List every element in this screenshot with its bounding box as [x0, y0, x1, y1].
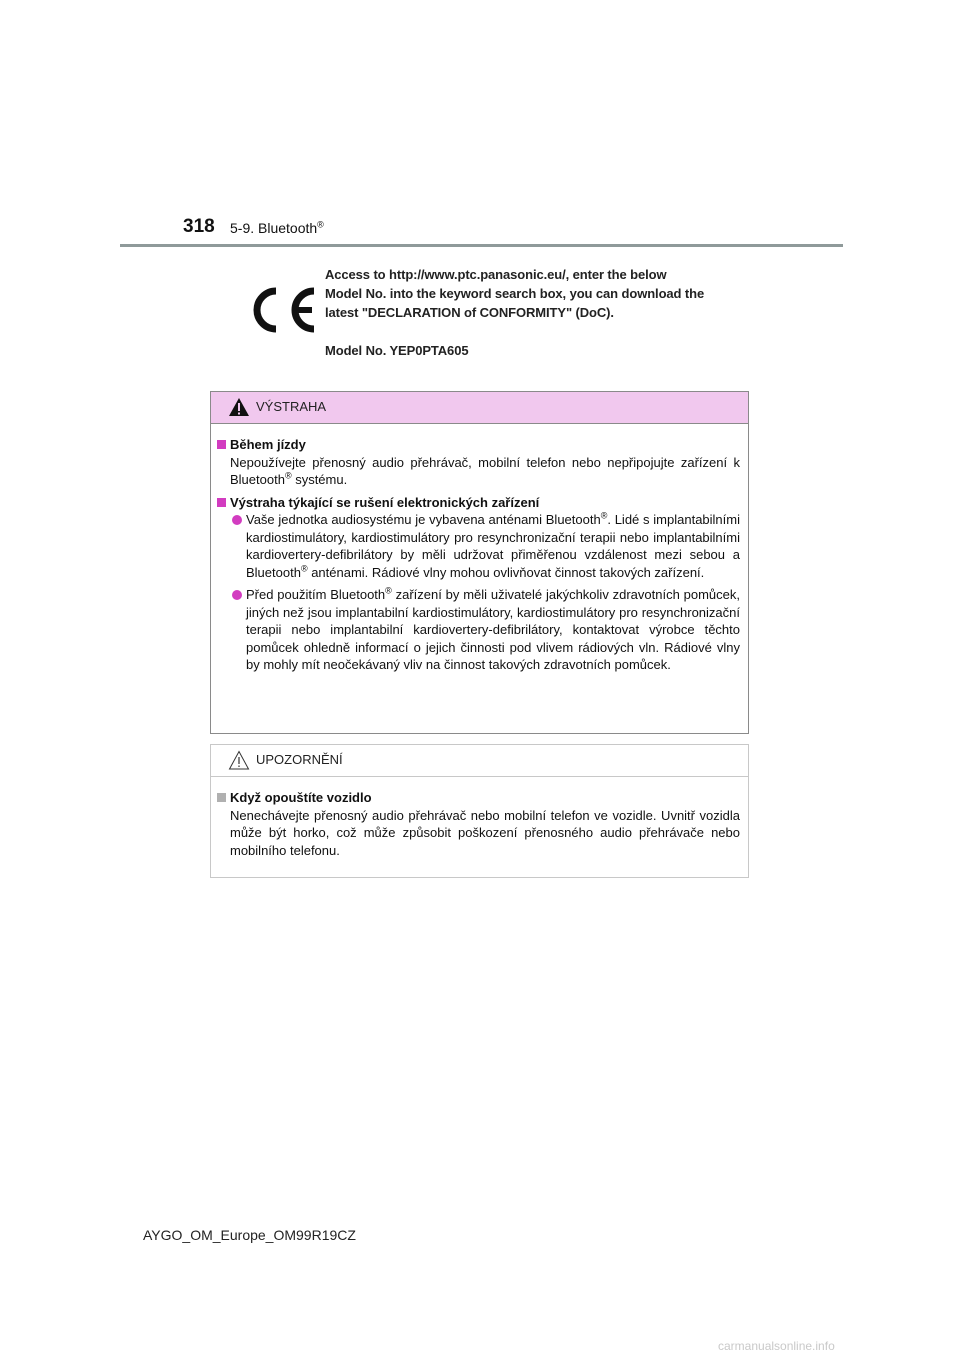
page-header: [183, 214, 843, 248]
section-title: [230, 220, 324, 236]
subheading-text: Během jízdy: [230, 437, 306, 452]
ce-notice-line: Access to http://www.ptc.panasonic.eu/, enter the below: [325, 267, 667, 282]
registered-mark: ®: [600, 510, 608, 521]
square-marker-icon: [217, 793, 226, 802]
ce-notice: [240, 265, 760, 358]
ce-logo: [246, 285, 326, 335]
header-rule: [120, 244, 843, 247]
paragraph-text: systému.: [291, 472, 348, 487]
bullet-text: Vaše jednotka audiosystému je vybavena anténami Bluetooth: [246, 512, 601, 527]
warning-body: [211, 424, 748, 674]
bullet-item: [216, 586, 740, 674]
warning-box: [210, 391, 749, 734]
caution-body: [211, 777, 748, 859]
bullet-text: zařízení by měli uživatelé jakýchkoliv zdravotních pomůcek, jiných než jsou implantabilní kardiostimulátory, kardiostimulátory pro resynchronizační terapii nebo implantabilní kardiovertery-defibrilátory, kontaktovat výrobce těchto pomůcek ohledně informací o jejich činnosti pod vlivem rádiových vln. Rádiové vlny by mohly mít neočekávaný vliv na činnost takových zdravotních pomůcek.: [246, 587, 740, 672]
warning-title: VÝSTRAHA: [256, 399, 327, 414]
registered-mark: ®: [300, 563, 308, 574]
page-number: 318: [183, 216, 215, 237]
footer-doc-id: AYGO_OM_Europe_OM99R19CZ: [143, 1227, 356, 1243]
square-marker-icon: [217, 440, 226, 449]
registered-mark: ®: [385, 585, 392, 596]
paragraph: Nenechávejte přenosný audio přehrávač nebo mobilní telefon ve vozidle. Uvnitř vozidla může být horko, což může způsobit poškození přenosného audio přehrávače nebo mobilního telefonu.: [230, 807, 740, 858]
bullet-dot-icon: [232, 590, 242, 600]
bullet-item: [216, 511, 740, 581]
warning-triangle-icon: [228, 397, 250, 417]
paragraph-text: Nepoužívejte přenosný audio přehrávač, mobilní telefon nebo nepřipojujte zařízení k Bluetooth: [230, 454, 740, 487]
registered-mark: ®: [284, 470, 292, 481]
bullet-dot-icon: [232, 515, 242, 525]
watermark: carmanualsonline.info: [718, 1339, 835, 1353]
model-number: Model No. YEP0PTA605: [325, 343, 469, 358]
subheading-interference: [216, 494, 740, 512]
subheading-text: Výstraha týkající se rušení elektronických zařízení: [230, 494, 540, 510]
subheading-driving: [216, 436, 740, 454]
paragraph: [216, 454, 740, 489]
ce-notice-text: [325, 265, 704, 360]
bullet-text: anténami. Rádiové vlny mohou ovlivňovat činnost takových zařízení.: [307, 564, 705, 580]
caution-title: UPOZORNĚNÍ: [256, 752, 343, 767]
subheading-text: Když opouštíte vozidlo: [230, 790, 372, 805]
ce-notice-line: latest "DECLARATION of CONFORMITY" (DoC).: [325, 305, 614, 320]
section-title-text: 5-9. Bluetooth: [230, 220, 318, 236]
bullet-text: . Lidé s implantabilními kardiostimulátory, kardiostimulátory pro resynchronizační terapii nebo implantabilními kardiovertery-defibrilátory by měli udržovat přiměřenou vzdálenost mezi sebou a Bluetooth: [246, 512, 740, 580]
caution-box: [210, 744, 749, 878]
caution-triangle-icon: [228, 750, 250, 770]
caution-header: [211, 745, 748, 777]
registered-mark: ®: [317, 219, 324, 230]
ce-notice-line: Model No. into the keyword search box, you can download the: [325, 286, 705, 301]
square-marker-icon: [217, 498, 226, 507]
warning-header: [211, 392, 748, 424]
bullet-text: Před použitím Bluetooth: [246, 587, 386, 602]
subheading-leaving-vehicle: [216, 789, 740, 807]
